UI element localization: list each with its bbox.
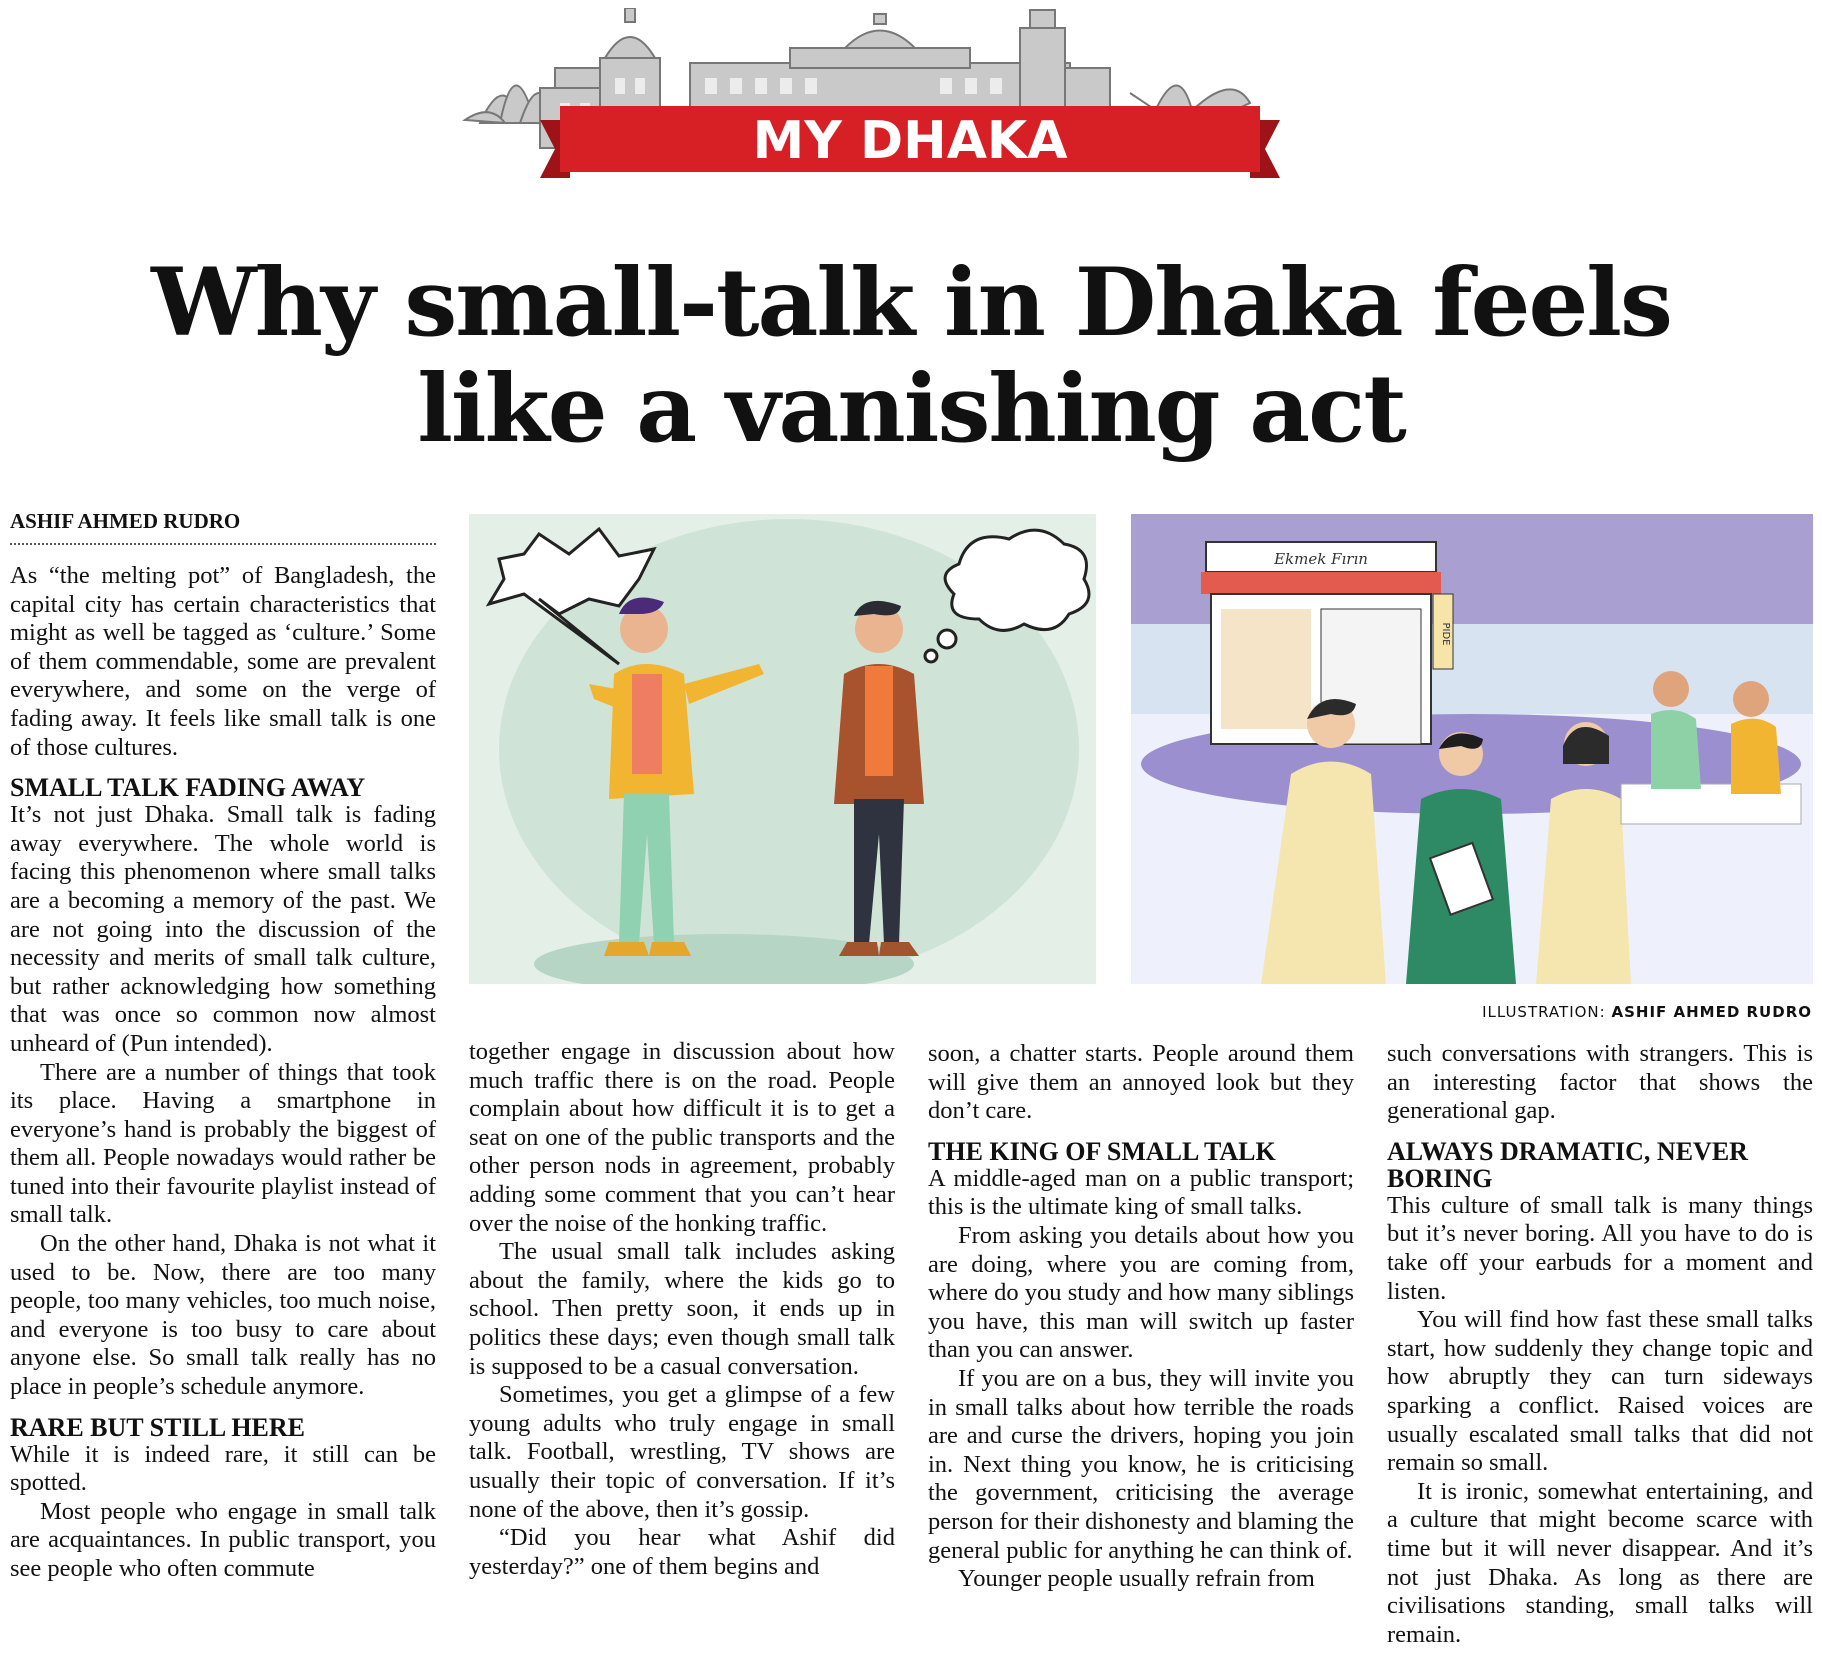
illustration-shop-scene	[1131, 514, 1813, 984]
article-paragraph: “Did you hear what Ashif did yesterday?” one of them begins and	[469, 1524, 895, 1580]
article-paragraph: If you are on a bus, they will invite you in small talks about how terrible the roads are and curse the drivers, hoping you join in. Next thing you know, he is criticising the government, criticising the average person for their dishonesty and blaming the general public for anything he can think of.	[928, 1364, 1354, 1564]
article-paragraph: From asking you details about how you are doing, where you are coming from, where do you study and how many siblings you have, this man will switch up faster than you can answer.	[928, 1221, 1354, 1364]
article-paragraph: such conversations with strangers. This is an interesting factor that shows the generational gap.	[1387, 1040, 1813, 1125]
article-column-4	[1387, 1040, 1813, 1649]
credit-name: ASHIF AHMED RUDRO	[1611, 1003, 1812, 1021]
headline-line-2: like a vanishing act	[417, 354, 1405, 464]
article-paragraph: There are a number of things that took its place. Having a smartphone in everyone’s hand is probably the biggest of them all. People nowadays would rather be tuned into their favourite playlist instead of small talk.	[10, 1058, 436, 1229]
section-label: MY DHAKA	[752, 111, 1068, 171]
article-paragraph: On the other hand, Dhaka is not what it used to be. Now, there are too many people, too many vehicles, too much noise, and everyone is too busy to care about anyone else. So small talk really has no place in people’s schedule anymore.	[10, 1230, 436, 1401]
article-paragraph: soon, a chatter starts. People around them will give them an annoyed look but they don’t care.	[928, 1040, 1354, 1125]
headline	[0, 250, 1822, 462]
subheading: ALWAYS DRAMATIC, NEVER BORING	[1387, 1136, 1748, 1193]
article-paragraph: Younger people usually refrain from	[958, 1565, 1315, 1593]
article-paragraph: While it is indeed rare, it still can be spotted.	[10, 1440, 436, 1497]
illustration-credit	[1482, 1003, 1812, 1021]
article-column-3	[928, 1040, 1354, 1594]
article-paragraph: together engage in discussion about how much traffic there is on the road. People complain about how difficult it is to get a seat on one of the public transports and the other person nods in agreement, probably adding some comment that you can’t hear over the noise of the honking traffic.	[469, 1038, 895, 1237]
article-paragraph: You will find how fast these small talks start, how suddenly they change topic and how abruptly they can turn sideways sparking a conflict. Raised voices are usually escalated small talks that did not remain so small.	[1387, 1306, 1813, 1477]
article-paragraph: A middle-aged man on a public transport; this is the ultimate king of small talks.	[928, 1164, 1354, 1221]
illustration-small-talk	[469, 514, 1096, 984]
subheading: THE KING OF SMALL TALK	[928, 1136, 1276, 1166]
side-sign: PIDE	[1440, 622, 1451, 646]
article-column-1	[10, 562, 436, 1584]
subheading: RARE BUT STILL HERE	[10, 1412, 306, 1442]
section-masthead	[460, 8, 1360, 216]
byline: ASHIF AHMED RUDRO	[10, 509, 436, 545]
headline-line-1: Why small-talk in Dhaka feels	[151, 248, 1671, 358]
article-paragraph: This culture of small talk is many things but it’s never boring. All you have to do is take off your earbuds for a moment and listen.	[1387, 1191, 1813, 1305]
credit-label: ILLUSTRATION:	[1482, 1003, 1606, 1021]
article-paragraph: Sometimes, you get a glimpse of a few young adults who truly engage in small talk. Football, wrestling, TV shows are usually their topic of conversation. If it’s none of the above, then it’s gossip.	[469, 1381, 895, 1523]
article-column-2	[469, 1038, 895, 1581]
article-paragraph: It is ironic, somewhat entertaining, and a culture that might become scarce with time but it will never disappear. And it’s not just Dhaka. As long as there are civilisations standing, small talks will remain.	[1387, 1477, 1813, 1648]
subheading: SMALL TALK FADING AWAY	[10, 773, 366, 803]
article-paragraph: It’s not just Dhaka. Small talk is fading away everywhere. The whole world is facing this phenomenon where small talks are a becoming a memory of the past. We are not going into the discussion of the necessity and merits of small talk culture, but rather acknowledging how something that was once so common now almost unheard of (Pun intended).	[10, 801, 436, 1057]
article-paragraph: The usual small talk includes asking about the family, where the kids go to school. Then pretty soon, it ends up in politics these days; even though small talk is supposed to be a casual conversation.	[469, 1238, 895, 1380]
article-paragraph: As “the melting pot” of Bangladesh, the capital city has certain characteristics that might as well be tagged as ‘culture.’ Some of them commendable, some are prevalent everywhere, and some on the verge of fading away. It feels like small talk is one of those cultures.	[10, 562, 436, 761]
shop-sign: Ekmek Fırın	[1274, 550, 1368, 568]
article-paragraph: Most people who engage in small talk are acquaintances. In public transport, you see people who often commute	[10, 1497, 436, 1582]
